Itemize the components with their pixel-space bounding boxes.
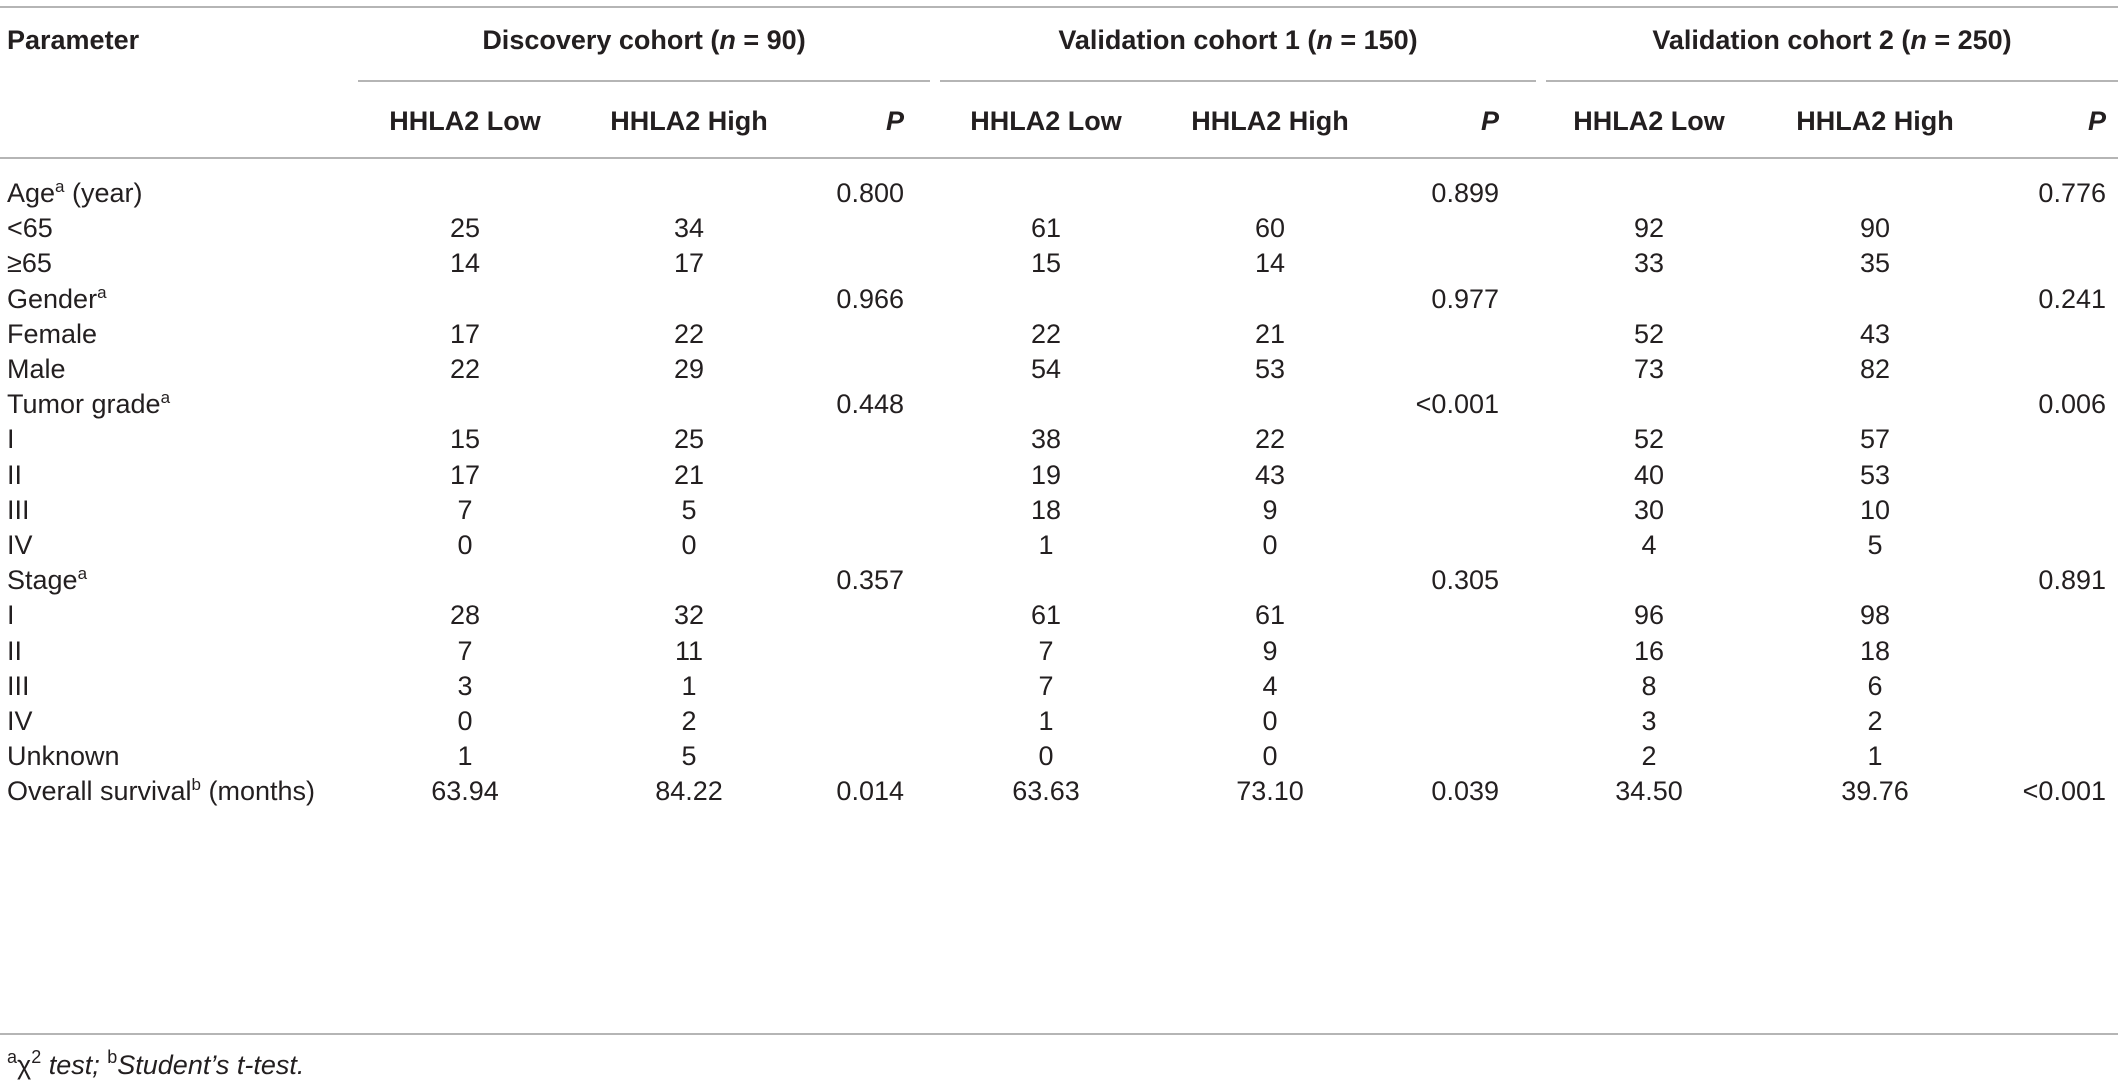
table-cell: 61 [1030, 600, 1062, 631]
table-cell: 22 [1254, 424, 1286, 455]
table-cell: 6 [1867, 670, 1883, 701]
table-cell: 73 [1633, 354, 1665, 384]
table-cell: 53 [1254, 354, 1286, 384]
table-cell: 9 [1262, 635, 1278, 666]
table-cell: 0.039 [1431, 776, 1499, 807]
table-cell: 17 [673, 248, 705, 279]
cohort-header-validation-2: Validation cohort 2 (n = 250) [1652, 25, 2012, 55]
table-cell: 17 [449, 318, 481, 349]
table-cell: 98 [1859, 600, 1891, 631]
table-cell: 1 [1038, 706, 1054, 736]
table-cell: 7 [457, 635, 473, 666]
table-cell: 0.357 [836, 565, 904, 596]
table-cell: 5 [1867, 530, 1883, 560]
table-cell: 0.891 [2038, 565, 2106, 596]
table-cell: 21 [1254, 318, 1286, 349]
table-cell: 63.63 [1012, 776, 1080, 807]
table-cell: 0 [457, 530, 473, 560]
table-cell: 57 [1859, 424, 1891, 455]
table-cell: 5 [681, 494, 697, 525]
table-cell: 1 [457, 741, 473, 772]
table-cell: 30 [1633, 494, 1665, 525]
row-label: <65 [7, 213, 53, 244]
table-cell: 63.94 [431, 776, 499, 807]
table-cell: 1 [1038, 530, 1054, 560]
table-cell: 21 [673, 459, 705, 490]
table-cell: 35 [1859, 248, 1891, 279]
table-cell: 4 [1262, 670, 1278, 701]
table-cell: 96 [1633, 600, 1665, 631]
table-cell: 1 [681, 670, 697, 701]
row-label: Age$^a$ (year) [7, 177, 143, 208]
table-cell: 0 [1038, 741, 1054, 772]
table-cell: <0.001 [1415, 389, 1499, 420]
table-cell: 52 [1633, 318, 1665, 349]
cohort-underline-discovery [358, 80, 930, 82]
table-cell: 0.800 [836, 178, 904, 208]
table-cell: 32 [673, 600, 705, 631]
row-label: Unknown [7, 741, 120, 772]
table-cell: 25 [673, 424, 705, 455]
table-cell: 0.977 [1431, 283, 1499, 314]
row-label: Female [7, 318, 98, 349]
top-rule [0, 6, 2118, 8]
row-label: IV [7, 530, 33, 560]
table-cell: 54 [1030, 354, 1062, 384]
row-label: III [7, 670, 30, 701]
table-cell: 25 [449, 213, 481, 244]
table-cell: 2 [681, 706, 697, 736]
subheader-p-0: P [885, 106, 904, 136]
table-footnote: $^a\chi^2$ test; $^b$Student’s t-test. [7, 1047, 305, 1080]
table-cell: 61 [1030, 213, 1062, 244]
table-cell: 0 [457, 706, 473, 736]
table-cell: 60 [1254, 213, 1286, 244]
table-cell: 34 [673, 213, 705, 244]
subheader-low-0: HHLA2 Low [389, 106, 541, 136]
row-label: II [7, 635, 23, 666]
table-cell: 0 [681, 530, 697, 560]
table-cell: 11 [674, 635, 704, 666]
table-cell: 38 [1030, 424, 1062, 455]
table-cell: 2 [1867, 706, 1883, 736]
subheader-high-2: HHLA2 High [1796, 106, 1954, 136]
table-cell: 29 [673, 354, 705, 384]
row-label: II [7, 459, 23, 490]
table-cell: 0.776 [2038, 178, 2106, 208]
table-cell: 82 [1859, 354, 1891, 384]
table-cell: 3 [1641, 706, 1657, 736]
table-cell: 0 [1262, 741, 1278, 772]
row-label: Stage$^a$ [7, 564, 88, 596]
table-cell: 73.10 [1236, 776, 1304, 807]
table-cell: 0.014 [836, 776, 904, 807]
table-cell: 43 [1859, 318, 1891, 349]
cohort-header-validation-1: Validation cohort 1 (n = 150) [1058, 25, 1418, 55]
table-cell: 28 [449, 600, 481, 631]
table-cell: 8 [1641, 670, 1657, 701]
table-cell: 19 [1030, 459, 1062, 490]
row-label: Tumor grade$^a$ [7, 388, 171, 420]
subheader-low-1: HHLA2 Low [970, 106, 1122, 136]
table-cell: 9 [1262, 494, 1278, 525]
subheader-high-1: HHLA2 High [1191, 106, 1349, 136]
table-cell: 0 [1262, 530, 1278, 560]
table-cell: 52 [1633, 424, 1665, 455]
table-cell: 15 [1030, 248, 1062, 279]
table-cell: 0.241 [2038, 283, 2106, 314]
cohort-underline-validation-2 [1546, 80, 2118, 82]
bottom-rule [0, 1033, 2118, 1035]
subheader-p-1: P [1480, 106, 1499, 136]
table-cell: 7 [1038, 670, 1054, 701]
table-cell: <0.001 [2022, 776, 2106, 807]
table-cell: 40 [1633, 459, 1665, 490]
table-cell: 0.448 [836, 389, 904, 420]
table-cell: 0.305 [1431, 565, 1499, 596]
table-cell: 2 [1641, 741, 1657, 772]
row-label: Gender$^a$ [7, 282, 107, 314]
table-cell: 43 [1254, 459, 1286, 490]
subheader-low-2: HHLA2 Low [1573, 106, 1725, 136]
table-cell: 39.76 [1841, 776, 1909, 807]
table-cell: 92 [1633, 213, 1665, 244]
row-label: Male [7, 354, 66, 384]
cohort-header-discovery: Discovery cohort (n = 90) [482, 25, 806, 55]
table-cell: 14 [449, 248, 481, 279]
row-label: I [7, 600, 15, 631]
table-cell: 14 [1254, 248, 1286, 279]
row-label: III [7, 494, 30, 525]
table-cell: 0 [1262, 706, 1278, 736]
table-cell: 5 [681, 741, 697, 772]
table-cell: 34.50 [1615, 776, 1683, 807]
table-cell: 7 [1038, 635, 1054, 666]
parameter-header: Parameter [7, 25, 140, 55]
table-cell: 0.899 [1431, 178, 1499, 208]
row-label: Overall survival$^b$ (months) [7, 775, 316, 807]
table-cell: 15 [449, 424, 481, 455]
table-cell: 18 [1859, 635, 1891, 666]
table-cell: 16 [1633, 635, 1665, 666]
row-label: I [7, 424, 15, 455]
row-label: ≥65 [7, 248, 52, 279]
table-cell: 61 [1254, 600, 1286, 631]
table-cell: 3 [457, 670, 473, 701]
table-cell: 0.966 [836, 283, 904, 314]
table-cell: 53 [1859, 459, 1891, 490]
table-cell: 0.006 [2038, 389, 2106, 420]
table-cell: 22 [449, 354, 481, 384]
table-cell: 10 [1859, 494, 1891, 525]
table-cell: 90 [1859, 213, 1891, 244]
row-label: IV [7, 706, 33, 736]
table-cell: 22 [1030, 318, 1062, 349]
table-cell: 1 [1867, 741, 1883, 772]
table-cell: 84.22 [655, 776, 723, 807]
subheader-high-0: HHLA2 High [610, 106, 768, 136]
table-cell: 22 [673, 318, 705, 349]
header-rule [0, 157, 2118, 159]
table-cell: 33 [1633, 248, 1665, 279]
table-cell: 18 [1030, 494, 1062, 525]
subheader-p-2: P [2087, 106, 2106, 136]
table-cell: 17 [449, 459, 481, 490]
table-cell: 4 [1641, 530, 1657, 560]
cohort-underline-validation-1 [940, 80, 1536, 82]
table-cell: 7 [457, 494, 473, 525]
